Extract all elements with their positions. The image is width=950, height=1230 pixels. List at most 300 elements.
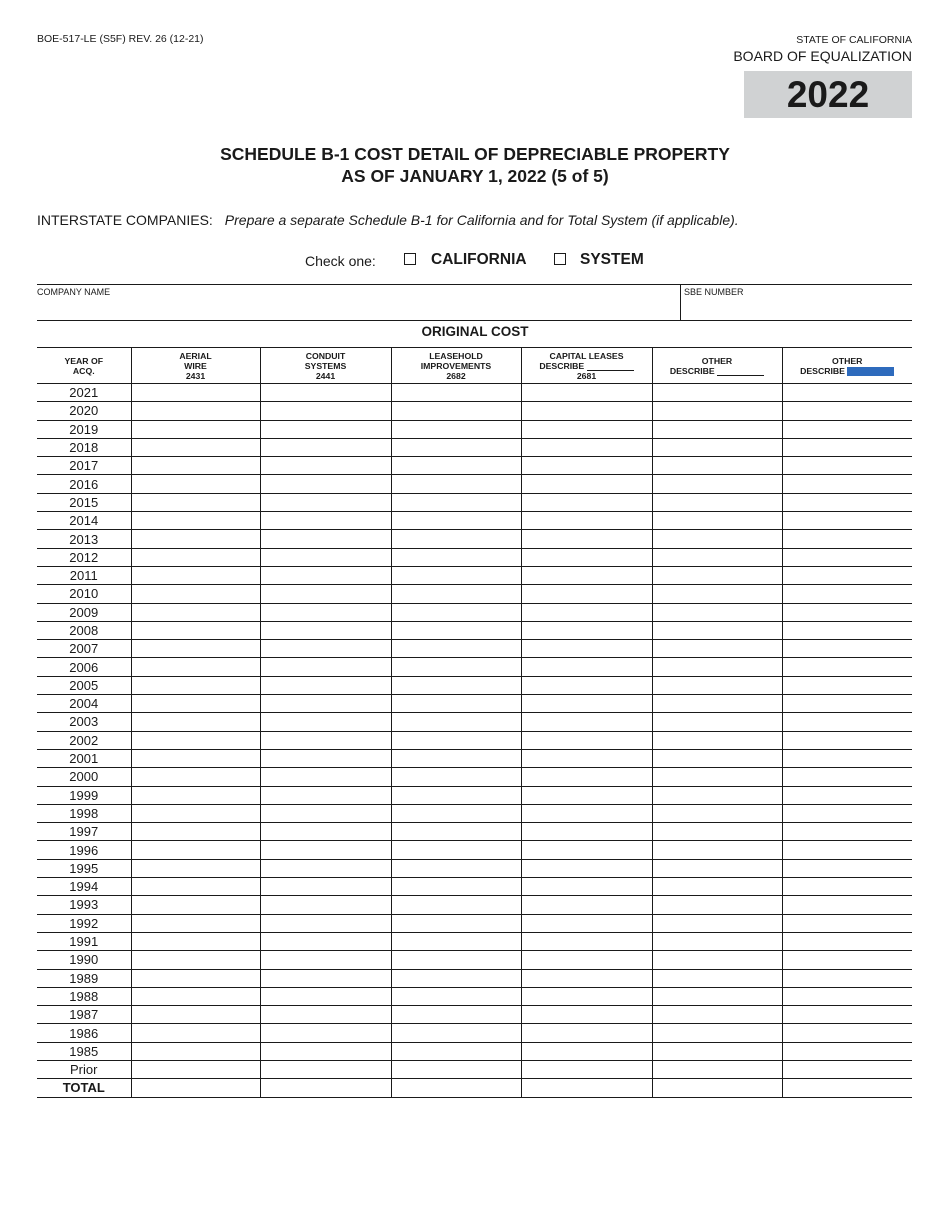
cost-input-cell[interactable]: [260, 658, 391, 676]
cost-input-cell[interactable]: [131, 530, 260, 548]
cost-input-cell[interactable]: [521, 658, 652, 676]
cost-input-cell[interactable]: [260, 914, 391, 932]
year-cell: 2016: [37, 475, 131, 493]
cost-input-cell[interactable]: [782, 804, 912, 822]
cost-input-cell[interactable]: [260, 420, 391, 438]
cost-input-cell[interactable]: [652, 640, 782, 658]
cost-input-cell[interactable]: [391, 1060, 521, 1078]
year-cell: 2020: [37, 402, 131, 420]
table-row: [37, 658, 912, 676]
cost-input-cell[interactable]: [391, 548, 521, 566]
year-cell: 2019: [37, 420, 131, 438]
table-row: [37, 475, 912, 493]
cost-input-cell[interactable]: [652, 932, 782, 950]
cost-input-cell[interactable]: [260, 438, 391, 456]
cost-input-cell[interactable]: [521, 1006, 652, 1024]
cost-input-cell[interactable]: [391, 731, 521, 749]
cost-input-cell[interactable]: [521, 859, 652, 877]
cost-input-cell[interactable]: [391, 768, 521, 786]
cost-input-cell[interactable]: [652, 878, 782, 896]
cost-input-cell[interactable]: [652, 695, 782, 713]
cost-input-cell[interactable]: [782, 548, 912, 566]
system-option-label: SYSTEM: [580, 251, 644, 268]
cost-input-cell[interactable]: [260, 841, 391, 859]
cost-input-cell[interactable]: [131, 878, 260, 896]
year-cell: 2005: [37, 676, 131, 694]
cost-input-cell[interactable]: [521, 621, 652, 639]
cost-input-cell[interactable]: [782, 786, 912, 804]
cost-input-cell[interactable]: [782, 1042, 912, 1060]
cost-input-cell[interactable]: [131, 695, 260, 713]
cost-input-cell[interactable]: [782, 530, 912, 548]
cost-input-cell[interactable]: [131, 1042, 260, 1060]
cost-input-cell[interactable]: [782, 878, 912, 896]
other-1-describe-field[interactable]: [717, 367, 764, 376]
cost-input-cell[interactable]: [391, 859, 521, 877]
cost-input-cell[interactable]: [652, 1006, 782, 1024]
year-cell: 2006: [37, 658, 131, 676]
cost-input-cell[interactable]: [521, 585, 652, 603]
cost-input-cell[interactable]: [260, 932, 391, 950]
company-name-label: COMPANY NAME: [37, 287, 111, 297]
year-cell: 2007: [37, 640, 131, 658]
cost-input-cell[interactable]: [131, 603, 260, 621]
capital-leases-describe-field[interactable]: [587, 362, 634, 371]
cost-input-cell[interactable]: [652, 603, 782, 621]
cost-input-cell[interactable]: [782, 1006, 912, 1024]
cost-input-cell[interactable]: [782, 969, 912, 987]
original-cost-title: ORIGINAL COST: [421, 324, 529, 339]
year-box: 2022: [744, 71, 912, 118]
year-cell: 1990: [37, 951, 131, 969]
cost-input-cell[interactable]: [782, 493, 912, 511]
cost-input-cell[interactable]: [131, 749, 260, 767]
cost-input-cell[interactable]: [652, 1042, 782, 1060]
cost-input-cell[interactable]: [391, 987, 521, 1005]
cost-input-cell[interactable]: [391, 878, 521, 896]
cost-input-cell[interactable]: [652, 512, 782, 530]
cost-input-cell[interactable]: [521, 1024, 652, 1042]
cost-input-cell[interactable]: [260, 859, 391, 877]
cost-input-cell[interactable]: [131, 786, 260, 804]
cost-input-cell[interactable]: [260, 896, 391, 914]
cost-input-cell[interactable]: [260, 457, 391, 475]
cost-input-cell[interactable]: [391, 914, 521, 932]
cost-input-cell[interactable]: [652, 969, 782, 987]
cost-input-cell[interactable]: [131, 768, 260, 786]
cost-input-cell[interactable]: [521, 640, 652, 658]
cost-input-cell[interactable]: [782, 475, 912, 493]
cost-input-cell[interactable]: [782, 823, 912, 841]
cost-input-cell[interactable]: [782, 1060, 912, 1078]
cost-input-cell[interactable]: [131, 512, 260, 530]
cost-input-cell[interactable]: [391, 603, 521, 621]
cost-input-cell[interactable]: [521, 457, 652, 475]
cost-input-cell[interactable]: [782, 438, 912, 456]
cost-input-cell[interactable]: [782, 676, 912, 694]
cost-input-cell[interactable]: [782, 1079, 912, 1097]
cost-input-cell[interactable]: [391, 384, 521, 402]
cost-input-cell[interactable]: [782, 859, 912, 877]
col-header-conduit-systems: CONDUIT SYSTEMS 2441: [260, 348, 391, 384]
cost-input-cell[interactable]: [521, 768, 652, 786]
cost-input-cell[interactable]: [652, 402, 782, 420]
cost-input-cell[interactable]: [782, 640, 912, 658]
cost-input-cell[interactable]: [260, 493, 391, 511]
table-row: [37, 1006, 912, 1024]
table-row: [37, 914, 912, 932]
cost-input-cell[interactable]: [652, 768, 782, 786]
cost-input-cell[interactable]: [391, 566, 521, 584]
cost-input-cell[interactable]: [260, 1079, 391, 1097]
cost-input-cell[interactable]: [260, 987, 391, 1005]
cost-input-cell[interactable]: [131, 1006, 260, 1024]
cost-input-cell[interactable]: [391, 512, 521, 530]
table-row: [37, 859, 912, 877]
cost-input-cell[interactable]: [521, 713, 652, 731]
table-row: [37, 1079, 912, 1097]
cost-input-cell[interactable]: [131, 987, 260, 1005]
cost-input-cell[interactable]: [521, 530, 652, 548]
cost-input-cell[interactable]: [260, 676, 391, 694]
cost-input-cell[interactable]: [782, 749, 912, 767]
cost-input-cell[interactable]: [131, 658, 260, 676]
cost-input-cell[interactable]: [652, 493, 782, 511]
cost-input-cell[interactable]: [391, 420, 521, 438]
year-cell: 2021: [37, 384, 131, 402]
cost-input-cell[interactable]: [131, 402, 260, 420]
cost-input-cell[interactable]: [782, 932, 912, 950]
cost-input-cell[interactable]: [782, 1024, 912, 1042]
cost-input-cell[interactable]: [782, 402, 912, 420]
cost-input-cell[interactable]: [521, 914, 652, 932]
cost-input-cell[interactable]: [782, 585, 912, 603]
cost-input-cell[interactable]: [260, 731, 391, 749]
table-row: [37, 530, 912, 548]
cost-input-cell[interactable]: [131, 585, 260, 603]
cost-input-cell[interactable]: [131, 1024, 260, 1042]
cost-input-cell[interactable]: [391, 640, 521, 658]
cost-input-cell[interactable]: [782, 713, 912, 731]
year-cell: 1995: [37, 859, 131, 877]
cost-input-cell[interactable]: [260, 402, 391, 420]
other-2-describe-field[interactable]: [847, 367, 894, 376]
cost-input-cell[interactable]: [521, 420, 652, 438]
cost-input-cell[interactable]: [521, 676, 652, 694]
cost-input-cell[interactable]: [652, 914, 782, 932]
cost-input-cell[interactable]: [131, 493, 260, 511]
cost-input-cell[interactable]: [391, 402, 521, 420]
cost-input-cell[interactable]: [391, 841, 521, 859]
cost-input-cell[interactable]: [521, 548, 652, 566]
cost-input-cell[interactable]: [652, 420, 782, 438]
table-row: [37, 823, 912, 841]
cost-input-cell[interactable]: [260, 786, 391, 804]
table-row: [37, 987, 912, 1005]
cost-input-cell[interactable]: [521, 695, 652, 713]
cost-input-cell[interactable]: [521, 786, 652, 804]
year-cell: 1986: [37, 1024, 131, 1042]
cost-input-cell[interactable]: [652, 713, 782, 731]
cost-input-cell[interactable]: [260, 804, 391, 822]
cost-input-cell[interactable]: [391, 713, 521, 731]
cost-input-cell[interactable]: [521, 823, 652, 841]
cost-input-cell[interactable]: [260, 566, 391, 584]
year-cell: 1997: [37, 823, 131, 841]
cost-input-cell[interactable]: [391, 695, 521, 713]
year-cell: 2002: [37, 731, 131, 749]
year-cell: 1998: [37, 804, 131, 822]
cost-input-cell[interactable]: [652, 896, 782, 914]
year-cell: 1988: [37, 987, 131, 1005]
cost-input-cell[interactable]: [391, 1079, 521, 1097]
cost-input-cell[interactable]: [391, 749, 521, 767]
cost-input-cell[interactable]: [131, 566, 260, 584]
cost-input-cell[interactable]: [782, 658, 912, 676]
cost-input-cell[interactable]: [652, 731, 782, 749]
cost-input-cell[interactable]: [391, 530, 521, 548]
table-row: [37, 951, 912, 969]
cost-input-cell[interactable]: [131, 438, 260, 456]
cost-input-cell[interactable]: [521, 475, 652, 493]
cost-input-cell[interactable]: [521, 749, 652, 767]
year-cell: 1992: [37, 914, 131, 932]
cost-input-cell[interactable]: [782, 896, 912, 914]
cost-input-cell[interactable]: [652, 384, 782, 402]
cost-input-cell[interactable]: [391, 475, 521, 493]
cost-input-cell[interactable]: [782, 768, 912, 786]
col-header-capital-leases: CAPITAL LEASES DESCRIBE 2681: [521, 348, 652, 384]
cost-input-cell[interactable]: [521, 402, 652, 420]
cost-input-cell[interactable]: [652, 621, 782, 639]
cost-input-cell[interactable]: [652, 823, 782, 841]
cost-input-cell[interactable]: [260, 603, 391, 621]
cost-input-cell[interactable]: [652, 676, 782, 694]
cost-input-cell[interactable]: [521, 603, 652, 621]
cost-input-cell[interactable]: [652, 475, 782, 493]
cost-input-cell[interactable]: [131, 457, 260, 475]
cost-input-cell[interactable]: [521, 987, 652, 1005]
cost-input-cell[interactable]: [131, 932, 260, 950]
cost-input-cell[interactable]: [131, 859, 260, 877]
cost-input-cell[interactable]: [521, 493, 652, 511]
form-id: BOE-517-LE (S5F) REV. 26 (12-21): [37, 33, 204, 45]
cost-input-cell[interactable]: [391, 493, 521, 511]
cost-input-cell[interactable]: [260, 768, 391, 786]
year-cell: 2009: [37, 603, 131, 621]
cost-input-cell[interactable]: [131, 676, 260, 694]
table-row: [37, 1024, 912, 1042]
cost-input-cell[interactable]: [521, 969, 652, 987]
cost-input-cell[interactable]: [131, 1079, 260, 1097]
cost-input-cell[interactable]: [652, 1079, 782, 1097]
cost-input-cell[interactable]: [652, 1024, 782, 1042]
cost-input-cell[interactable]: [260, 640, 391, 658]
state-name: STATE OF CALIFORNIA: [796, 34, 912, 46]
cost-input-cell[interactable]: [521, 841, 652, 859]
cost-input-cell[interactable]: [652, 658, 782, 676]
table-row: [37, 878, 912, 896]
table-row: [37, 896, 912, 914]
cost-input-cell[interactable]: [521, 878, 652, 896]
cost-input-cell[interactable]: [652, 987, 782, 1005]
table-row: [37, 566, 912, 584]
year-cell: 1985: [37, 1042, 131, 1060]
cost-input-cell[interactable]: [260, 1006, 391, 1024]
cost-input-cell[interactable]: [260, 512, 391, 530]
cost-input-cell[interactable]: [782, 566, 912, 584]
cost-input-cell[interactable]: [521, 731, 652, 749]
cost-input-cell[interactable]: [131, 420, 260, 438]
table-row: [37, 420, 912, 438]
cost-input-cell[interactable]: [521, 1079, 652, 1097]
cost-input-cell[interactable]: [782, 731, 912, 749]
cost-input-cell[interactable]: [260, 695, 391, 713]
table-body: [37, 384, 912, 1098]
cost-input-cell[interactable]: [391, 951, 521, 969]
cost-input-cell[interactable]: [391, 457, 521, 475]
cost-input-cell[interactable]: [131, 823, 260, 841]
cost-input-cell[interactable]: [652, 566, 782, 584]
cost-input-cell[interactable]: [782, 603, 912, 621]
cost-input-cell[interactable]: [260, 969, 391, 987]
cost-input-cell[interactable]: [521, 1042, 652, 1060]
cost-input-cell[interactable]: [131, 475, 260, 493]
col-header-leasehold-improvements: LEASEHOLD IMPROVEMENTS 2682: [391, 348, 521, 384]
cost-input-cell[interactable]: [521, 804, 652, 822]
cost-input-cell[interactable]: [260, 1060, 391, 1078]
cost-input-cell[interactable]: [652, 438, 782, 456]
cost-input-cell[interactable]: [131, 640, 260, 658]
california-checkbox[interactable]: [404, 253, 416, 265]
cost-input-cell[interactable]: [391, 932, 521, 950]
year-cell: 1996: [37, 841, 131, 859]
cost-input-cell[interactable]: [260, 823, 391, 841]
table-row: [37, 621, 912, 639]
cost-input-cell[interactable]: [391, 786, 521, 804]
cost-input-cell[interactable]: [131, 969, 260, 987]
cost-input-cell[interactable]: [782, 512, 912, 530]
cost-input-cell[interactable]: [521, 896, 652, 914]
cost-input-cell[interactable]: [782, 457, 912, 475]
cost-input-cell[interactable]: [391, 804, 521, 822]
cost-input-cell[interactable]: [131, 896, 260, 914]
cost-input-cell[interactable]: [131, 804, 260, 822]
year-cell: 1993: [37, 896, 131, 914]
cost-input-cell[interactable]: [652, 951, 782, 969]
col-header-year: YEAR OF ACQ.: [37, 348, 131, 384]
cost-input-cell[interactable]: [782, 951, 912, 969]
cost-input-cell[interactable]: [260, 530, 391, 548]
cost-input-cell[interactable]: [131, 731, 260, 749]
cost-input-cell[interactable]: [131, 841, 260, 859]
cost-input-cell[interactable]: [782, 621, 912, 639]
cost-input-cell[interactable]: [652, 804, 782, 822]
cost-input-cell[interactable]: [391, 1024, 521, 1042]
cost-input-cell[interactable]: [260, 585, 391, 603]
cost-input-cell[interactable]: [260, 621, 391, 639]
cost-input-cell[interactable]: [521, 1060, 652, 1078]
cost-input-cell[interactable]: [521, 566, 652, 584]
cost-input-cell[interactable]: [391, 969, 521, 987]
cost-input-cell[interactable]: [521, 512, 652, 530]
cost-input-cell[interactable]: [260, 1024, 391, 1042]
cost-input-cell[interactable]: [521, 384, 652, 402]
table-row: [37, 402, 912, 420]
cost-input-cell[interactable]: [131, 384, 260, 402]
cost-input-cell[interactable]: [521, 438, 652, 456]
table-row: [37, 512, 912, 530]
board-name: BOARD OF EQUALIZATION: [733, 48, 912, 64]
table-row: [37, 603, 912, 621]
cost-input-cell[interactable]: [131, 1060, 260, 1078]
cost-input-cell[interactable]: [260, 951, 391, 969]
cost-input-cell[interactable]: [782, 695, 912, 713]
cost-input-cell[interactable]: [391, 658, 521, 676]
cost-input-cell[interactable]: [260, 384, 391, 402]
cost-input-cell[interactable]: [391, 1042, 521, 1060]
cost-input-cell[interactable]: [521, 951, 652, 969]
cost-input-cell[interactable]: [521, 932, 652, 950]
table-row: [37, 676, 912, 694]
cost-input-cell[interactable]: [782, 987, 912, 1005]
cost-input-cell[interactable]: [260, 548, 391, 566]
cost-input-cell[interactable]: [652, 749, 782, 767]
cost-input-cell[interactable]: [652, 548, 782, 566]
cost-input-cell[interactable]: [391, 621, 521, 639]
col-header-other-1: OTHER DESCRIBE: [652, 348, 782, 384]
cost-input-cell[interactable]: [260, 475, 391, 493]
table-row: [37, 493, 912, 511]
cost-input-cell[interactable]: [652, 786, 782, 804]
table-row: [37, 695, 912, 713]
cost-input-cell[interactable]: [782, 841, 912, 859]
cost-input-cell[interactable]: [260, 713, 391, 731]
cost-input-cell[interactable]: [652, 585, 782, 603]
cost-input-cell[interactable]: [131, 914, 260, 932]
table-row: [37, 1042, 912, 1060]
cost-input-cell[interactable]: [131, 951, 260, 969]
cost-input-cell[interactable]: [391, 585, 521, 603]
title-line-1: SCHEDULE B-1 COST DETAIL OF DEPRECIABLE PROPERTY: [220, 144, 730, 164]
table-row: [37, 786, 912, 804]
cost-input-cell[interactable]: [652, 841, 782, 859]
cost-input-cell[interactable]: [391, 676, 521, 694]
cost-input-cell[interactable]: [131, 548, 260, 566]
check-one-label: Check one:: [305, 253, 376, 269]
cost-input-cell[interactable]: [782, 384, 912, 402]
cost-input-cell[interactable]: [131, 621, 260, 639]
cost-input-cell[interactable]: [391, 896, 521, 914]
cost-input-cell[interactable]: [391, 823, 521, 841]
cost-input-cell[interactable]: [652, 859, 782, 877]
cost-input-cell[interactable]: [391, 438, 521, 456]
cost-input-cell[interactable]: [652, 1060, 782, 1078]
cost-input-cell[interactable]: [260, 1042, 391, 1060]
page-title: [0, 143, 950, 187]
year-cell: 2001: [37, 749, 131, 767]
interstate-instruction: Prepare a separate Schedule B-1 for California and for Total System (if applicable).: [224, 212, 739, 228]
cost-input-cell[interactable]: [782, 420, 912, 438]
cost-input-cell[interactable]: [391, 1006, 521, 1024]
cost-input-cell[interactable]: [652, 530, 782, 548]
cost-input-cell[interactable]: [131, 713, 260, 731]
cost-input-cell[interactable]: [782, 914, 912, 932]
cost-input-cell[interactable]: [260, 749, 391, 767]
cost-input-cell[interactable]: [652, 457, 782, 475]
cost-input-cell[interactable]: [260, 878, 391, 896]
system-checkbox[interactable]: [554, 253, 566, 265]
